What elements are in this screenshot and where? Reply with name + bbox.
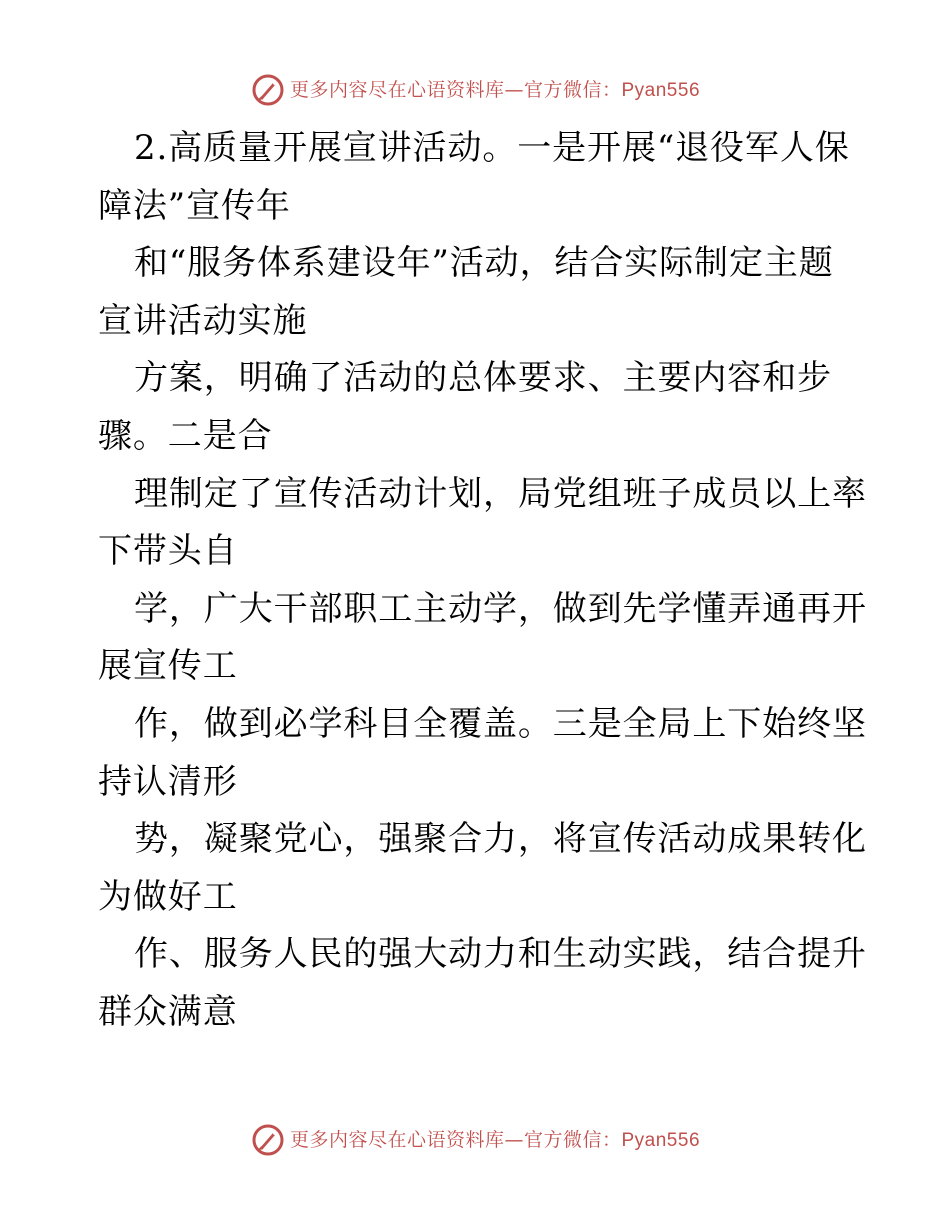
text-line: 群众满意: [98, 991, 238, 1032]
text-line: 势，凝聚党心，强聚合力，将宣传活动成果转化: [134, 819, 867, 860]
text-line: 2.高质量开展宣讲活动。一是开展“退役军人保: [134, 128, 850, 168]
text-line: 作、服务人民的强大动力和生动实践，结合提升: [134, 934, 867, 975]
text-line: 障法”宣传年: [98, 185, 291, 226]
banner-wechat-id: Pyan556: [621, 79, 701, 101]
quill-pen-logo-icon: [250, 1122, 286, 1158]
text-line: 展宣传工: [98, 646, 238, 687]
banner-main-text: 更多内容尽在心语资料库: [289, 78, 505, 101]
text-line: 下带头自: [98, 531, 238, 572]
footer-banner: [0, 1120, 950, 1160]
text-line: 宣讲活动实施: [98, 300, 308, 341]
text-line: 作，做到必学科目全覆盖。三是全局上下始终坚: [134, 703, 867, 744]
text-line: 学，广大干部职工主动学，做到先学懂弄通再开: [134, 588, 867, 629]
text-line: 持认清形: [98, 761, 238, 802]
text-line: 骤。二是合: [98, 415, 273, 456]
text-line: 理制定了宣传活动计划，局党组班子成员以上率: [134, 473, 867, 514]
banner-separator: —: [504, 1128, 524, 1151]
text-line: 方案，明确了活动的总体要求、主要内容和步: [134, 358, 832, 399]
header-banner: [0, 70, 950, 110]
banner-separator: —: [504, 78, 524, 101]
text-line: 和“服务体系建设年”活动，结合实际制定主题: [134, 243, 834, 284]
banner-main-text: 更多内容尽在心语资料库: [289, 1128, 505, 1151]
banner-wechat-label: 官方微信：: [523, 78, 622, 101]
document-body: [98, 120, 867, 1042]
banner-wechat-id: Pyan556: [621, 1129, 701, 1151]
text-line: 为做好工: [98, 876, 238, 917]
quill-pen-logo-icon: [250, 72, 286, 108]
banner-wechat-label: 官方微信：: [523, 1128, 622, 1151]
